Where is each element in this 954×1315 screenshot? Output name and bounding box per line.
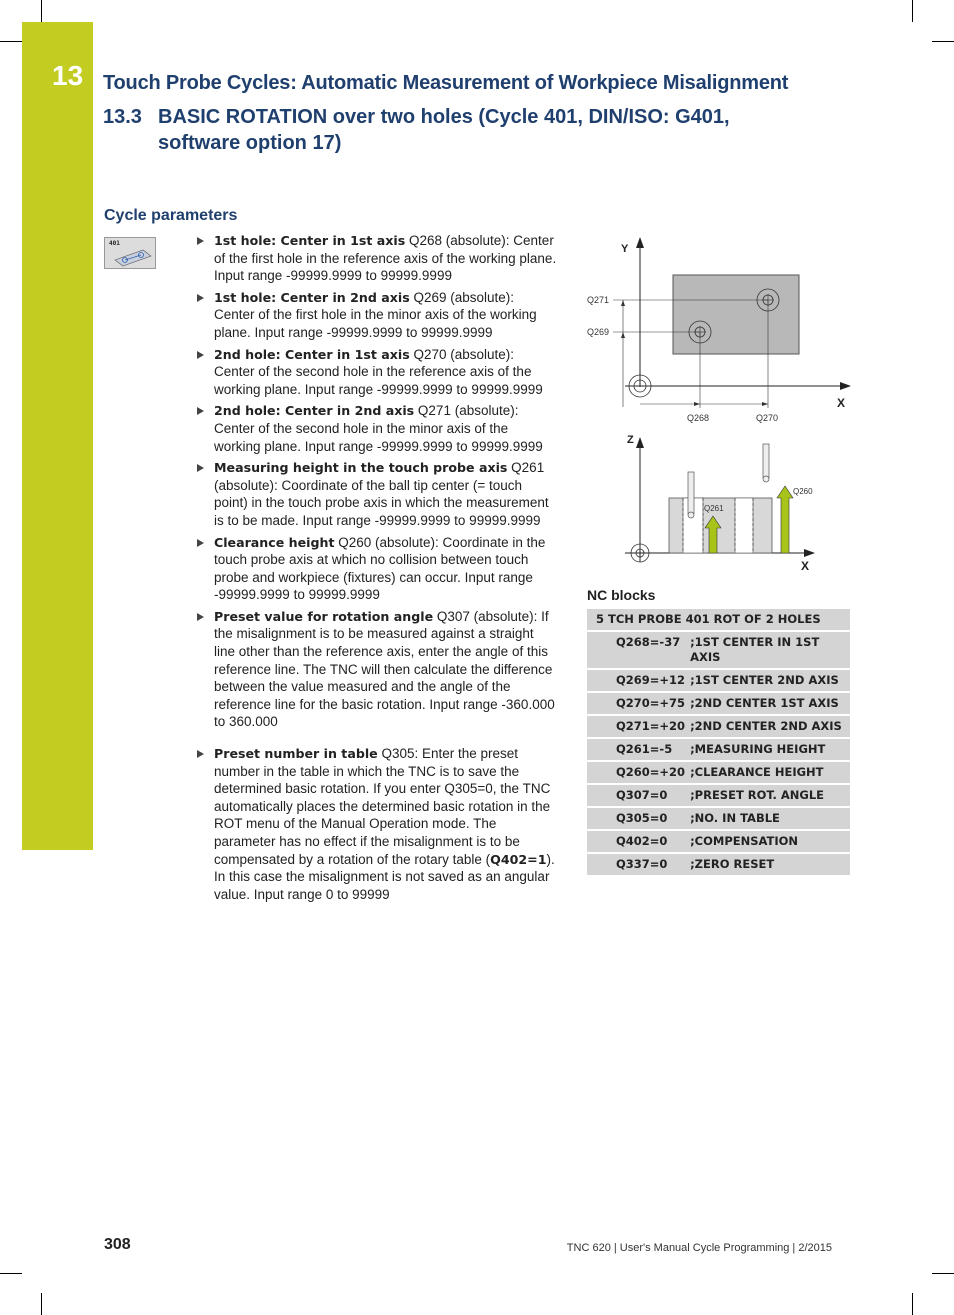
param-q260 xyxy=(196,534,558,604)
nc-row xyxy=(587,807,850,830)
q270-label: Q270 xyxy=(756,413,779,423)
nc-code: Q307=0 xyxy=(587,784,689,807)
nc-code: Q260=+20 xyxy=(587,761,689,784)
nc-row xyxy=(587,830,850,853)
param-desc: Q260 (absolute): Coordinate in the touch probe axis at which no collision between touch probe and workpiece (fixtures) can occur. Input range -99999.9999 to 99999.9999 xyxy=(214,534,546,603)
nc-row xyxy=(587,692,850,715)
axis-x-label-lower: X xyxy=(801,559,810,573)
param-name: Preset value for rotation angle xyxy=(214,608,434,624)
param-name: 2nd hole: Center in 1st axis xyxy=(214,346,410,362)
nc-comment: ;ZERO RESET xyxy=(689,853,850,876)
cycle-401-softkey xyxy=(104,237,156,269)
nc-row xyxy=(587,715,850,738)
crop-mark xyxy=(932,41,954,42)
nc-comment: ;PRESET ROT. ANGLE xyxy=(689,784,850,807)
section-title: BASIC ROTATION over two holes (Cycle 401, DIN/ISO: G401, software option 17) xyxy=(158,106,730,154)
param-desc: Q305: Enter the preset number in the table in which the TNC is to save the determined basic rotation. If you enter Q305=0, the TNC automatically places the determined basic rotation in the ROT menu of the Manual Operation mode. The parameter has no effect if the misalignment is to be compensated by a rotation of the rotary table ( xyxy=(214,746,551,867)
q268-label: Q268 xyxy=(687,413,710,423)
chapter-title: Touch Probe Cycles: Automatic Measurement of Workpiece Misalignment xyxy=(103,72,789,94)
param-name: 2nd hole: Center in 2nd axis xyxy=(214,403,415,419)
footer-text: TNC 620 | User's Manual Cycle Programming | 2/2015 xyxy=(566,1242,832,1254)
q271-label: Q271 xyxy=(587,295,610,305)
param-desc: Q271 (absolute): Center of the second hole in the minor axis of the working plane. Input range -99999.9999 to 99999.9999 xyxy=(214,403,543,454)
softkey-label: 401 xyxy=(109,240,120,247)
param-q261 xyxy=(196,459,558,529)
nc-code: Q305=0 xyxy=(587,807,689,830)
probe-holes-icon xyxy=(105,238,155,268)
probe-diagram xyxy=(585,232,855,577)
nc-header: 5 TCH PROBE 401 ROT OF 2 HOLES xyxy=(587,609,850,631)
q260-arrow xyxy=(777,486,793,553)
nc-row xyxy=(587,853,850,876)
param-q307 xyxy=(196,608,558,731)
nc-comment: ;MEASURING HEIGHT xyxy=(689,738,850,761)
param-name: Measuring height in the touch probe axis xyxy=(214,460,508,476)
nc-row xyxy=(587,631,850,669)
param-name: Preset number in table xyxy=(214,746,378,762)
nc-comment: ;COMPENSATION xyxy=(689,830,850,853)
param-desc: Q261 (absolute): Coordinate of the ball tip center (= touch point) in the touch probe axis in which the measurement is to be made. Input range -99999.9999 to 99999.9999 xyxy=(214,460,549,528)
param-name: 1st hole: Center in 2nd axis xyxy=(214,289,410,305)
param-desc: ). In this case the misalignment is not saved as an angular value. Input range 0 to 99999 xyxy=(214,851,555,902)
nc-row xyxy=(587,761,850,784)
q261-label: Q261 xyxy=(704,504,724,513)
nc-header-row xyxy=(587,609,850,631)
page-number: 308 xyxy=(104,1236,131,1253)
q260-label: Q260 xyxy=(793,487,813,496)
cycle-parameters-heading: Cycle parameters xyxy=(104,207,238,224)
nc-comment: ;1ST CENTER IN 1ST AXIS xyxy=(689,631,850,669)
chapter-number: 13 xyxy=(52,60,84,91)
param-name: Clearance height xyxy=(214,534,335,550)
nc-row xyxy=(587,738,850,761)
nc-code: Q337=0 xyxy=(587,853,689,876)
crop-mark xyxy=(912,1293,913,1315)
probe-stylus xyxy=(688,472,694,514)
nc-code: Q402=0 xyxy=(587,830,689,853)
param-inline-bold: Q402=1 xyxy=(490,851,547,867)
nc-blocks-table xyxy=(587,609,850,877)
probe-stylus-raised xyxy=(763,444,769,478)
param-q305 xyxy=(196,745,558,903)
crop-mark xyxy=(41,1293,42,1315)
section-number: 13.3 xyxy=(103,106,142,128)
nc-row xyxy=(587,669,850,692)
nc-row xyxy=(587,784,850,807)
param-name: 1st hole: Center in 1st axis xyxy=(214,233,406,248)
crop-mark xyxy=(41,0,42,22)
nc-code: Q271=+20 xyxy=(587,715,689,738)
param-desc: Q270 (absolute): Center of the second hole in the reference axis of the working plane. Input range -99999.9999 to 99999.9999 xyxy=(214,346,543,397)
param-q268 xyxy=(196,232,558,285)
param-desc: Q268 (absolute): Center of the first hole in the reference axis of the working plane. Input range -99999.9999 to 99999.9999 xyxy=(214,233,557,284)
nc-comment: ;NO. IN TABLE xyxy=(689,807,850,830)
nc-code: Q270=+75 xyxy=(587,692,689,715)
param-q270 xyxy=(196,346,558,399)
crop-mark xyxy=(0,1273,22,1274)
param-desc: Q307 (absolute): If the misalignment is to be measured against a straight line other than the reference axis, enter the angle of this reference line. The TNC will then calculate the difference between the value measured and the angle of the reference line for the basic rotation. Input range -360.000 to 360.000 xyxy=(214,608,555,730)
crop-mark xyxy=(932,1273,954,1274)
nc-code: Q269=+12 xyxy=(587,669,689,692)
nc-comment: ;2ND CENTER 1ST AXIS xyxy=(689,692,850,715)
crop-mark xyxy=(0,41,22,42)
nc-blocks-title: NC blocks xyxy=(587,587,656,603)
workpiece-top-view xyxy=(673,275,799,354)
q269-label: Q269 xyxy=(587,327,610,337)
nc-code: Q261=-5 xyxy=(587,738,689,761)
param-desc: Q269 (absolute): Center of the first hole in the minor axis of the working plane. Input range -99999.9999 to 99999.9999 xyxy=(214,289,537,340)
nc-code: Q268=-37 xyxy=(587,631,689,669)
param-q271 xyxy=(196,402,558,455)
nc-comment: ;CLEARANCE HEIGHT xyxy=(689,761,850,784)
parameter-list xyxy=(196,232,558,907)
axis-x-label: X xyxy=(837,396,846,410)
axis-z-label: Z xyxy=(627,434,634,446)
nc-comment: ;1ST CENTER 2ND AXIS xyxy=(689,669,850,692)
axis-y-label: Y xyxy=(621,243,629,255)
param-q269 xyxy=(196,289,558,342)
nc-comment: ;2ND CENTER 2ND AXIS xyxy=(689,715,850,738)
chapter-tab xyxy=(22,22,93,850)
crop-mark xyxy=(912,0,913,22)
